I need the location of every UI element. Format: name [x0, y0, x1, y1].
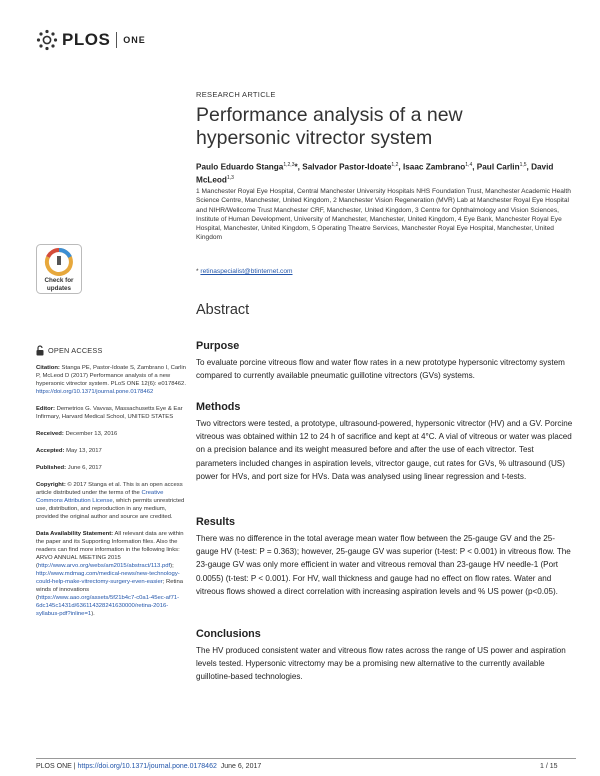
- editor-label: Editor:: [36, 406, 55, 412]
- received-block: [36, 430, 186, 438]
- abstract-heading: Abstract: [196, 302, 250, 318]
- plos-sunburst-icon: [36, 29, 58, 51]
- data-availability-block: [36, 530, 186, 618]
- corresponding-mark: *: [294, 162, 298, 172]
- author-list: Paulo Eduardo Stanga$^{1,2,3}$*, Salvador Pastor-Idoate$^{1,2}$, Isaac Zambrano$^{1,4}$, Paul Carlin$^{1,5}$, David McLeod$^{1,3}$: [196, 162, 554, 185]
- corresponding-email: [196, 268, 293, 275]
- received-label: Received:: [36, 431, 64, 437]
- footer-date: June 6, 2017: [220, 763, 262, 770]
- logo-plos-text: PLOS: [62, 30, 111, 49]
- copyright-block: [36, 481, 186, 521]
- data-availability-label: Data Availability Statement:: [36, 531, 114, 537]
- citation-text: Stanga PE, Pastor-Idoate S, Zambrano I, Carlin P, McLeod D (2017) Performance analysis of a new hypersonic vitrector system. PLoS ONE 12(6): e0178462.: [36, 365, 186, 387]
- purpose-text: To evaluate porcine vitreous flow and water flow rates in a new prototype hypersonic vitrectomy system compared to currently available pneumatic guillotine vitrectors (GVs) systems.: [196, 358, 565, 381]
- footer-divider: [36, 758, 576, 759]
- footer-journal: PLOS ONE: [36, 763, 72, 770]
- copyright-text: © 2017 Stanga et al. This is an open access article distributed under the terms of the: [36, 482, 183, 496]
- check-for-updates-label[interactable]: Check for updates: [44, 277, 74, 292]
- open-access-badge: [36, 345, 186, 356]
- cc-license-link[interactable]: Creative Commons Attribution License: [36, 490, 164, 504]
- article-title: Performance analysis of a new hypersonic vitrector system: [196, 104, 463, 149]
- accepted-block: [36, 447, 186, 455]
- footer-doi-link[interactable]: https://doi.org/10.1371/journal.pone.0178462: [77, 763, 217, 770]
- received-date: December 13, 2016: [65, 431, 118, 437]
- author-affil-sup: 1,2: [391, 162, 399, 168]
- author-name[interactable]: David McLeod: [196, 162, 554, 185]
- aao-link[interactable]: https://www.aao.org/assets/5f21b4c7-c0a1-45ec-af71-6dc145c1431d/636114328241630000/retina-2016-syllabus-pdf?inline=1: [36, 595, 180, 617]
- purpose-heading: Purpose: [196, 340, 240, 352]
- author-affil-sup: 1,5: [519, 162, 527, 168]
- data-availability-text-4: ).: [91, 611, 95, 617]
- editor-block: [36, 405, 186, 421]
- logo-separator: [116, 32, 117, 48]
- mdmag-link[interactable]: http://www.mdmag.com/medical-news/new-technology-could-help-make-vitrectomy-surgery-even-easier: [36, 571, 180, 585]
- open-lock-icon: [36, 345, 44, 356]
- plos-one-logo[interactable]: [36, 30, 146, 50]
- results-text: There was no difference in the total average mean water flow between the 25-gauge GV and the 25-gauge HV (t-test: P = 0.363); however, 25-gauge GV was superior (t-test: P < 0.001) in vitreous flow. The 23-gauge GV was only more efficient in water and vitreous removal than 23-gauge HV needle-1 (Port 0.0055) (t-test: P < 0.001). For HV, wall thickness and gauge had no effect on flow rates. Water and vitreous flows showed a direct correlation with increasing aspiration levels and % US power (p<0.05).: [196, 534, 571, 596]
- methods-text: Two vitrectors were tested, a prototype, ultrasound-powered, hypersonic vitrector (HV) and a GV. Porcine vitreous was obtained within 12 to 24 h of sacrifice and kept at 4°C. A vial of vitreous or water was placed on a precision balance and its weight measured before and after the use of each vitrector. Test parameters included changes in aspiration levels, vitrector gauge, cut rates for GVs, % ultrasound (US) power for HVs, and port size for HVs. Data was analysed using linear regression and t-tests.: [196, 419, 573, 481]
- open-access-label: OPEN ACCESS: [48, 345, 103, 355]
- author-name[interactable]: Isaac Zambrano: [402, 162, 466, 172]
- published-label: Published:: [36, 465, 67, 471]
- page-number: 1 / 15: [540, 763, 558, 770]
- copyright-text-end: , which permits unrestricted use, distribution, and reproduction in any medium, provided the original author and source are credited.: [36, 498, 185, 520]
- citation-label: Citation:: [36, 365, 60, 371]
- author-affil-sup: 1,4: [465, 162, 473, 168]
- conclusions-text: The HV produced consistent water and vitreous flow rates across the range of US power and aspiration levels tested. Hypersonic vitrectomy may be a promising new alternative to the currently available guillotine-based technologies.: [196, 646, 566, 682]
- logo-one-text: ONE: [123, 35, 146, 45]
- affiliations: 1 Manchester Royal Eye Hospital, Central Manchester University Hospitals NHS Foundation Trust, Manchester Academic Health Science Centre, Manchester, United Kingdom, 2 Manchester Vision Regeneration (MVR) Lab at Manchester Royal Eye Hospital and NIHR/Wellcome Trust Manchester CRF, Manchester, United Kingdom, 3 Centre for Ophthalmology and Vision Sciences, Institute of Human Development, University of Manchester, Manchester, United Kingdom, 4 Eye Bank, Manchester Royal Eye Hospital, Manchester, United Kingdom, 5 Operating Theatre Services, Manchester Royal Eye Hospital, Manchester, United Kingdom: [196, 188, 571, 242]
- author-name[interactable]: Paul Carlin: [476, 162, 520, 172]
- methods-heading: Methods: [196, 401, 241, 413]
- author-name[interactable]: Paulo Eduardo Stanga: [196, 162, 284, 172]
- accepted-date: May 13, 2017: [66, 448, 102, 454]
- data-availability-text: All relevant data are within the paper and its Supporting Information files. Also the readers can find more information in the following links: ARVO ANNUAL MEETING 2015 (: [36, 531, 184, 569]
- data-availability-text-3: ; Retina winds of innovations (: [36, 579, 184, 601]
- footer-citation: [36, 763, 261, 770]
- citation-block: [36, 364, 186, 396]
- author-name[interactable]: Salvador Pastor-Idoate: [302, 162, 392, 172]
- published-date: June 6, 2017: [67, 465, 102, 471]
- arvo-link[interactable]: http://www.arvo.org/webs/am2015/abstract/113.pdf: [37, 563, 171, 569]
- results-heading: Results: [196, 516, 236, 528]
- copyright-label: Copyright:: [36, 482, 66, 488]
- footer-separator: |: [73, 763, 76, 770]
- editor-text: Demetrios G. Vavvas, Massachusetts Eye & Ear Infirmary, Harvard Medical School, UNITED STATES: [36, 406, 183, 420]
- author-affil-sup: 1,3: [226, 175, 234, 182]
- published-block: [36, 464, 186, 472]
- author-affil-sup: 1,2,3: [283, 162, 295, 168]
- article-type: RESEARCH ARTICLE: [196, 90, 276, 99]
- data-availability-text-2: );: [170, 563, 174, 569]
- email-link[interactable]: retinaspecialist@btinternet.com: [200, 268, 293, 275]
- conclusions-heading: Conclusions: [196, 628, 261, 640]
- accepted-label: Accepted:: [36, 448, 65, 454]
- email-asterisk: *: [196, 268, 199, 275]
- citation-doi-link[interactable]: https://doi.org/10.1371/journal.pone.0178462: [36, 389, 154, 395]
- article-info-sidebar: [36, 345, 186, 627]
